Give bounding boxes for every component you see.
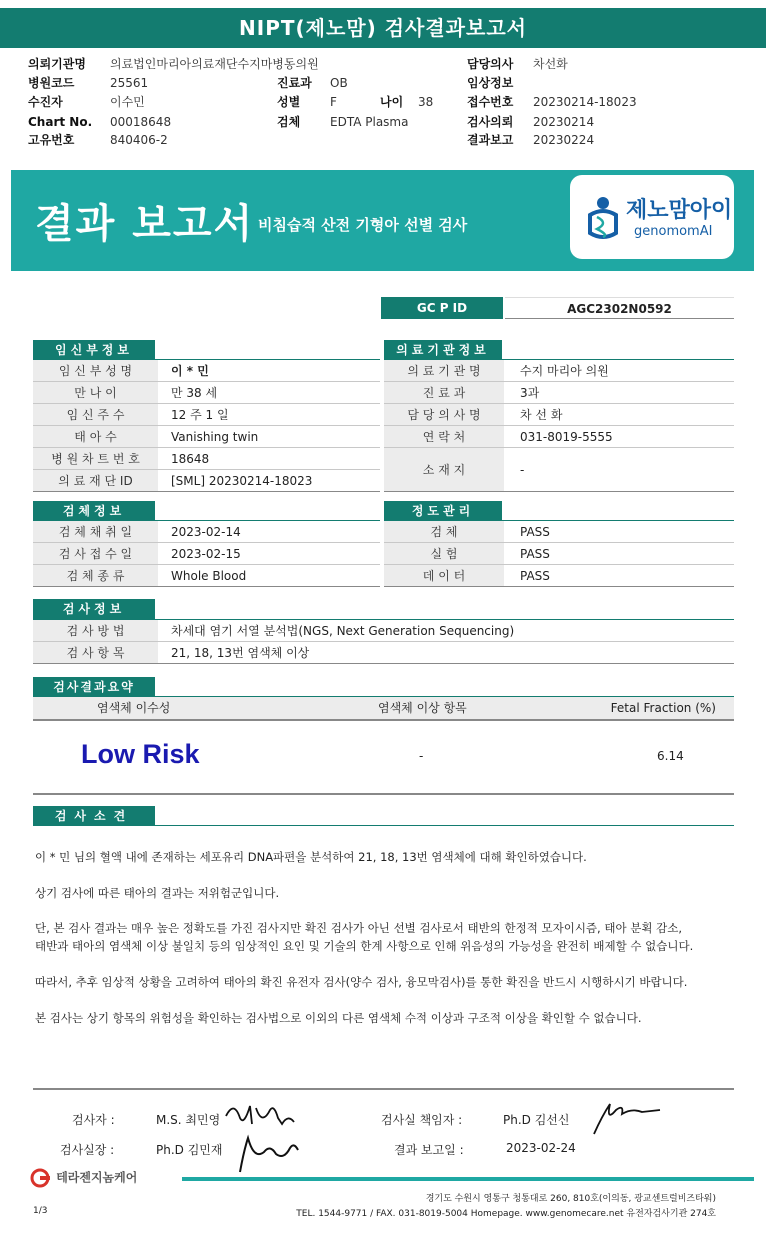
hospital-value: 의료법인마리아의료재단수지마병동의원 [110, 57, 319, 71]
request-label: 검사의뢰 [467, 115, 514, 129]
row-key: 만 나 이 [33, 382, 158, 403]
chief-signature [234, 1130, 304, 1176]
test-info-title: 검사정보 [33, 599, 155, 619]
row-value: Whole Blood [171, 569, 247, 583]
doctor-value: 차선화 [533, 57, 568, 71]
age-label: 나이 [380, 95, 404, 109]
table-row [384, 360, 734, 382]
row-key: 실 험 [384, 543, 504, 564]
age-value: 38 [418, 95, 434, 109]
col-fetal-fraction: Fetal Fraction (%) [610, 701, 716, 715]
finding-paragraph: 본 검사는 상기 항목의 위험성을 확인하는 검사법으로 이외의 다른 염색체 수적 이상과 구조적 이상을 확인할 수 없습니다. [35, 1011, 642, 1025]
head-name: Ph.D 김선신 [503, 1113, 570, 1127]
clinical-label: 임상정보 [467, 76, 514, 90]
uid-field [28, 131, 168, 150]
patient-value: 이수민 [110, 95, 145, 109]
table-row [384, 426, 734, 448]
company-name: 테라젠지놈케어 [56, 1170, 138, 1185]
patient-field [28, 93, 145, 112]
specimen-label: 검체 [277, 115, 301, 129]
page-number: 1/3 [33, 1206, 48, 1216]
footer-address: 경기도 수원시 영통구 청통대로 260, 810호(이의동, 광교센트럴비즈타워) [425, 1194, 716, 1204]
table-row [384, 404, 734, 426]
col-aneuploidy: 염색체 이수성 [97, 701, 171, 715]
summary-title: 검사결과요약 [33, 677, 155, 697]
code-value: 25561 [110, 76, 149, 90]
row-key: 검 체 채 취 일 [33, 521, 158, 542]
row-key: 임 신 부 성 명 [33, 360, 158, 381]
col-abnormal-items: 염색체 이상 항목 [378, 701, 467, 715]
row-value: Vanishing twin [171, 430, 259, 444]
chart-label: Chart No. [28, 115, 93, 129]
row-key: 의 료 재 단 ID [33, 470, 158, 491]
table-row [33, 448, 380, 470]
table-row [33, 426, 380, 448]
table-row [33, 642, 734, 664]
table-row [384, 382, 734, 404]
document-title: NIPT(제노맘) 검사결과보고서 [0, 8, 766, 48]
report-value: 20230224 [533, 133, 595, 147]
table-row [33, 565, 380, 587]
report-date-label: 결과 보고일 : [394, 1143, 464, 1157]
row-key: 병 원 차 트 번 호 [33, 448, 158, 469]
row-value: 12 주 1 일 [171, 408, 229, 422]
row-key: 검 사 항 목 [33, 642, 158, 663]
row-key: 진 료 과 [384, 382, 504, 403]
fetal-fraction-value: 6.14 [657, 749, 684, 763]
chart-field [28, 113, 171, 132]
row-value: 3과 [520, 386, 540, 400]
finding-paragraph: 단, 본 검사 결과는 매우 높은 정확도를 가진 검사지만 확진 검사가 아닌 선별 검사로서 태반의 한정적 모자이시즘, 태아 분획 감소, [35, 921, 682, 935]
doctor-field [467, 55, 568, 74]
row-value: PASS [520, 525, 550, 539]
sex-field [277, 93, 433, 112]
sex-label: 성별 [277, 95, 301, 109]
dept-value: OB [330, 76, 348, 90]
logo-text-en: genomomAI [634, 224, 713, 239]
receipt-label: 접수번호 [467, 95, 514, 109]
abnormal-value: - [419, 749, 424, 763]
specimen-field [277, 113, 408, 132]
summary-body [33, 723, 734, 795]
risk-result: Low Risk [81, 739, 200, 769]
chief-label: 검사실장 : [60, 1143, 115, 1157]
request-field [467, 113, 594, 132]
patient-label: 수진자 [28, 95, 63, 109]
table-row [384, 543, 734, 565]
row-value: PASS [520, 547, 550, 561]
row-value: 이 * 민 [171, 364, 209, 378]
head-label: 검사실 책임자 : [381, 1113, 463, 1127]
row-key: 검 체 종 류 [33, 565, 158, 586]
tester-label: 검사자 : [72, 1113, 115, 1127]
table-row [33, 404, 380, 426]
row-value: 2023-02-14 [171, 525, 241, 539]
doctor-label: 담당의사 [467, 57, 514, 71]
divider [33, 825, 734, 826]
row-value: [SML] 20230214-18023 [171, 474, 313, 488]
finding-paragraph: 이 * 민 님의 혈액 내에 존재하는 세포유리 DNA파편을 분석하여 21, 18, 13번 염색체에 대해 확인하였습니다. [35, 850, 587, 864]
row-value: 차세대 염기 서열 분석법(NGS, Next Generation Sequencing) [171, 624, 515, 638]
report-banner [11, 170, 754, 271]
row-value: PASS [520, 569, 550, 583]
row-value: - [520, 463, 525, 477]
dept-label: 진료과 [277, 76, 312, 90]
sex-value: F [330, 95, 337, 109]
pregnant-info-title: 임신부정보 [33, 340, 155, 360]
row-key: 검 체 [384, 521, 504, 542]
request-value: 20230214 [533, 115, 595, 129]
row-value: 수지 마리아 의원 [520, 364, 609, 378]
dept-field [277, 74, 348, 93]
receipt-field [467, 93, 637, 112]
report-label: 결과보고 [467, 133, 514, 147]
specimen-value: EDTA Plasma [330, 115, 409, 129]
summary-header [33, 697, 734, 721]
finding-paragraph: 따라서, 추후 임상적 상황을 고려하여 태아의 확진 유전자 검사(양수 검사, 융모막검사)를 통한 확진을 반드시 시행하시기 바랍니다. [35, 975, 688, 989]
logo-text-kr: 제노맘아이 [626, 198, 733, 223]
company-logo [30, 1168, 137, 1188]
table-row [384, 521, 734, 543]
row-value: 031-8019-5555 [520, 430, 613, 444]
row-key: 연 락 처 [384, 426, 504, 447]
table-row [33, 521, 380, 543]
table-row [384, 448, 734, 492]
clinical-field [467, 74, 533, 93]
row-value: 차 선 화 [520, 408, 563, 422]
gc-logo-icon [30, 1168, 52, 1188]
chart-value: 00018648 [110, 115, 172, 129]
row-value: 2023-02-15 [171, 547, 241, 561]
row-key: 의 료 기 관 명 [384, 360, 504, 381]
row-key: 검 사 방 법 [33, 620, 158, 641]
row-value: 만 38 세 [171, 386, 218, 400]
tester-name: M.S. 최민영 [156, 1113, 221, 1127]
uid-value: 840406-2 [110, 133, 168, 147]
specimen-info-title: 검체정보 [33, 501, 155, 521]
gcp-id-label: GC P ID [381, 297, 503, 319]
table-row [33, 620, 734, 642]
hospital-label: 의뢰기관명 [28, 57, 86, 71]
receipt-value: 20230214-18023 [533, 95, 637, 109]
qc-info-title: 정도관리 [384, 501, 502, 521]
table-row [33, 360, 380, 382]
gcp-id-value: AGC2302N0592 [505, 297, 734, 319]
row-value: 21, 18, 13번 염색체 이상 [171, 646, 310, 660]
dna-person-icon [584, 195, 622, 241]
banner-subtitle: 비침습적 산전 기형아 선별 검사 [258, 216, 468, 234]
row-key: 소 재 지 [384, 448, 504, 491]
table-row [33, 470, 380, 492]
footer-bar [182, 1177, 754, 1181]
table-row [33, 543, 380, 565]
code-label: 병원코드 [28, 76, 75, 90]
hospital-field [28, 55, 319, 74]
banner-title: 결과 보고서 [35, 201, 255, 247]
findings-title: 검사소견 [33, 806, 155, 826]
code-field [28, 74, 148, 93]
row-key: 검 사 접 수 일 [33, 543, 158, 564]
row-key: 담 당 의 사 명 [384, 404, 504, 425]
finding-paragraph: 상기 검사에 따른 태아의 결과는 저위험군입니다. [35, 886, 280, 900]
table-row [384, 565, 734, 587]
row-key: 태 아 수 [33, 426, 158, 447]
uid-label: 고유번호 [28, 133, 75, 147]
chief-name: Ph.D 김민재 [156, 1143, 223, 1157]
genomom-logo [570, 175, 734, 259]
row-key: 데 이 터 [384, 565, 504, 586]
footer-contact: TEL. 1544-9771 / FAX. 031-8019-5004 Homepage. www.genomecare.net 유전자검사기관 274호 [296, 1209, 716, 1219]
institution-info-title: 의료기관정보 [384, 340, 502, 360]
report-date-value: 2023-02-24 [506, 1141, 576, 1155]
row-value: 18648 [171, 452, 210, 466]
signature-divider [33, 1088, 734, 1090]
finding-paragraph: 태반과 태아의 염색체 이상 불일치 등의 임상적인 요인 및 기술의 한계 사항으로 인해 위음성의 가능성을 완전히 배제할 수 없습니다. [35, 939, 694, 953]
table-row [33, 382, 380, 404]
tester-signature [222, 1096, 302, 1132]
report-field [467, 131, 594, 150]
row-key: 임 신 주 수 [33, 404, 158, 425]
head-signature [588, 1096, 666, 1140]
